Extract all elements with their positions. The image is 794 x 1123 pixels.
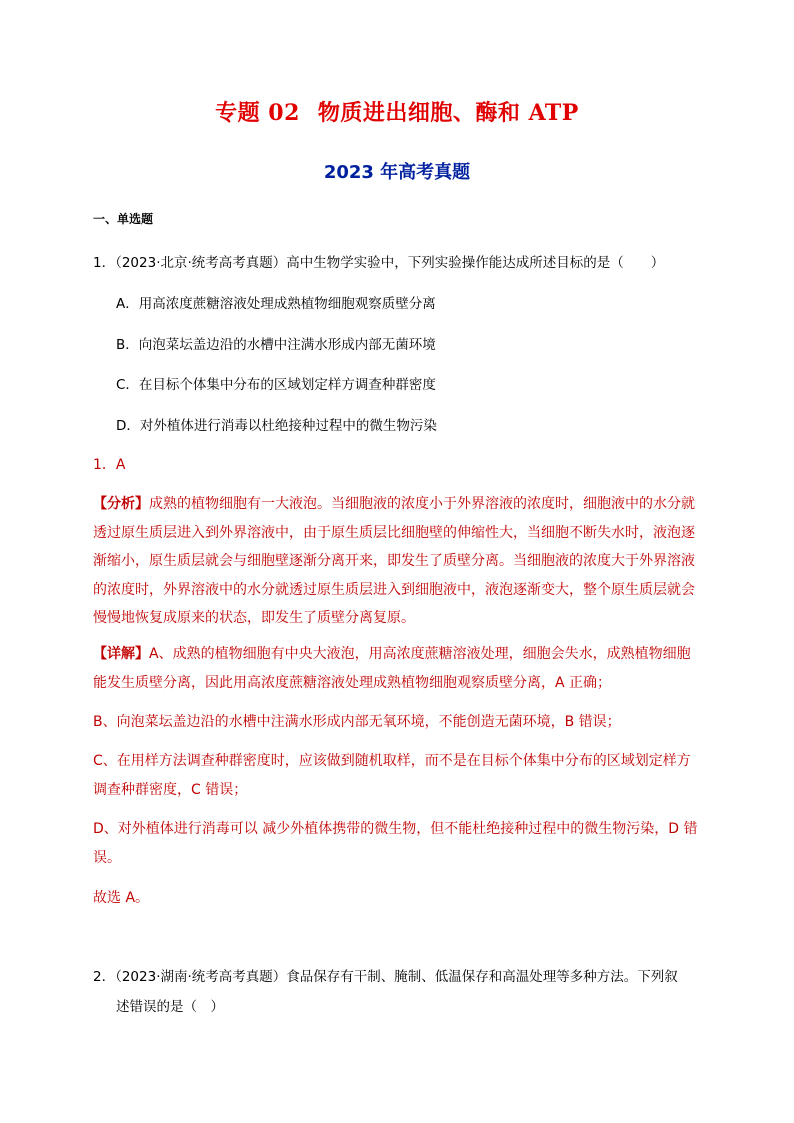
- question-1-option-b: B．向泡菜坛盖边沿的水槽中注满水形成内部无菌环境: [116, 337, 436, 353]
- question-2-stem: [93, 962, 705, 1022]
- question-2-stem-line-1: 2．（2023·湖南·统考高考真题）食品保存有干制、腌制、低温保存和高温处理等多种方法。下列叙: [93, 969, 678, 985]
- title-number: 专题 02: [215, 100, 300, 126]
- question-1-option-a: A．用高浓度蔗糖溶液处理成熟植物细胞观察质壁分离: [116, 296, 436, 312]
- question-1-detail-c: C、在用样方法调查种群密度时，应该做到随机取样，而不是在目标个体集中分布的区域划定样方调查种群密度，C 错误；: [93, 753, 691, 798]
- question-1-detail-b: B、向泡菜坛盖边沿的水槽中注满水形成内部无氧环境，不能创造无菌环境，B 错误；: [93, 714, 621, 730]
- analysis-tag: 【分析】: [93, 496, 149, 512]
- question-2-stem-line-2: 述错误的是（ ）: [116, 999, 224, 1015]
- question-1-stem: 1．（2023·北京·统考高考真题）高中生物学实验中，下列实验操作能达成所述目标的是（ ）: [93, 255, 665, 271]
- question-1-option-c: C．在目标个体集中分布的区域划定样方调查种群密度: [116, 377, 436, 393]
- question-1-option-d: D．对外植体进行消毒以杜绝接种过程中的微生物污染: [116, 418, 437, 434]
- detail-a-text: A、成熟的植物细胞有中央大液泡，用高浓度蔗糖溶液处理，细胞会失水，成熟植物细胞能发生质壁分离，因此用高浓度蔗糖溶液处理成熟植物细胞观察质壁分离，A 正确；: [93, 646, 691, 691]
- page-subtitle: 2023 年高考真题: [323, 162, 471, 183]
- analysis-text: 成熟的植物细胞有一大液泡。当细胞液的浓度小于外界溶液的浓度时，细胞液中的水分就透过原生质层进入到外界溶液中，由于原生质层比细胞壁的伸缩性大，当细胞不断失水时，液泡逐渐缩小，原生质层就会与细胞壁逐渐分离开来，即发生了质壁分离。当细胞液的浓度大于外界溶液的浓度时，外界溶液中的水分就透过原生质层进入到细胞液中，液泡逐渐变大，整个原生质层就会慢慢地恢复成原来的状态，即发生了质壁分离复原。: [93, 496, 695, 626]
- question-1-answer: 1．A: [93, 457, 126, 473]
- question-1-detail-a: [93, 640, 703, 697]
- section-heading: 一、单选题: [93, 212, 154, 226]
- page-title: [0, 96, 794, 127]
- question-1-analysis: [93, 490, 703, 633]
- title-text: 物质进出细胞、酶和 ATP: [317, 100, 579, 126]
- question-1-conclusion: 故选 A。: [93, 890, 150, 906]
- question-1-detail-d: D、对外植体进行消毒可以 减少外植体携带的微生物，但不能杜绝接种过程中的微生物污染，D 错误。: [93, 821, 698, 866]
- detail-tag: 【详解】: [93, 646, 149, 662]
